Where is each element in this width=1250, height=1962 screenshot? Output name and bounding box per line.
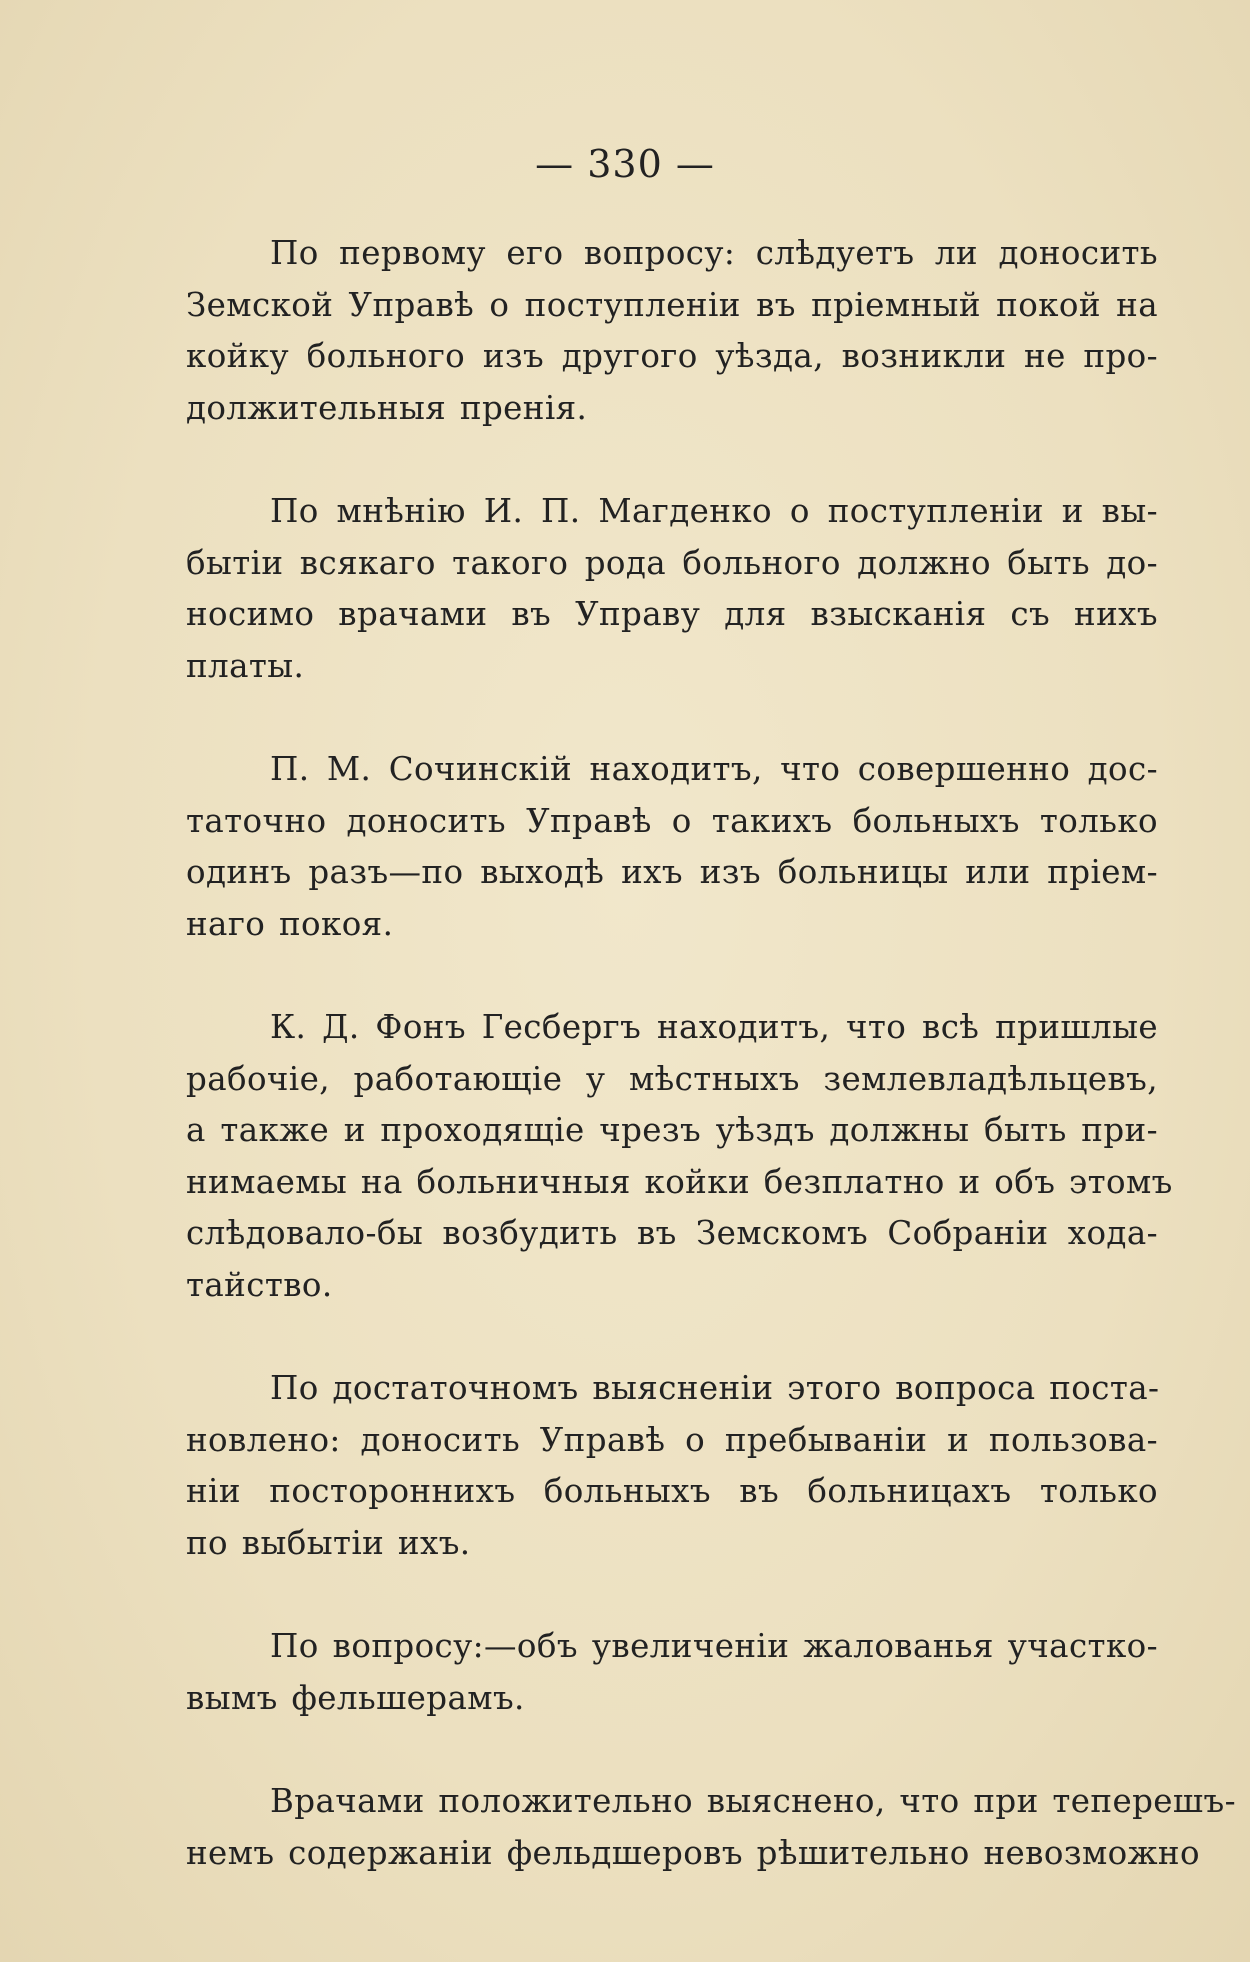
text-line: По первому его вопросу: слѣдуетъ ли доносить	[270, 234, 1158, 272]
text-line: вымъ фельшерамъ.	[186, 1678, 525, 1717]
text-line: нимаемы на больничныя койки безплатно и объ этомъ	[186, 1162, 1173, 1201]
paragraph	[186, 744, 1158, 950]
text-line: койку больного изъ другого уѣзда, возникли не про-	[186, 337, 1158, 375]
text-line: таточно доносить Управѣ о такихъ больныхъ только	[186, 801, 1158, 840]
text-line: одинъ разъ—по выходѣ ихъ изъ больницы или пріем-	[186, 853, 1158, 891]
text-line: по выбытіи ихъ.	[186, 1523, 471, 1562]
text-line: платы.	[186, 646, 305, 685]
body-text	[186, 228, 1237, 1931]
text-line: По вопросу:—объ увеличеніи жалованья участко-	[270, 1627, 1158, 1665]
text-line: рабочіе, работающіе у мѣстныхъ землевладѣльцевъ,	[186, 1059, 1158, 1098]
text-line: немъ содержаніи фельдшеровъ рѣшительно невозможно	[186, 1833, 1200, 1872]
text-line: По мнѣнію И. П. Магденко о поступленіи и вы-	[270, 492, 1158, 530]
paragraph	[186, 1002, 1173, 1311]
text-line: носимо врачами въ Управу для взысканія съ нихъ	[186, 595, 1158, 633]
text-line: слѣдовало-бы возбудить въ Земскомъ Собраніи хода-	[186, 1214, 1158, 1252]
paragraph	[186, 1363, 1158, 1569]
text-line: По достаточномъ выясненіи этого вопроса поста-	[270, 1369, 1160, 1407]
text-line: должительныя пренія.	[186, 388, 588, 427]
text-line: Земской Управѣ о поступленіи въ пріемный покой на	[186, 285, 1158, 324]
text-line: Врачами положительно выяснено, что при теперешъ-	[270, 1782, 1237, 1820]
page-number: — 330 —	[535, 142, 715, 186]
text-line: К. Д. Фонъ Гесбергъ находитъ, что всѣ пришлые	[270, 1008, 1158, 1046]
paragraph	[186, 1621, 1158, 1724]
text-line: а также и проходящіе чрезъ уѣздъ должны быть при-	[186, 1111, 1158, 1149]
paragraph	[186, 228, 1158, 434]
paragraph	[186, 1776, 1237, 1879]
text-line: новлено: доносить Управѣ о пребываніи и пользова-	[186, 1420, 1158, 1459]
text-line: ніи постороннихъ больныхъ въ больницахъ только	[186, 1472, 1158, 1510]
text-line: бытіи всякаго такого рода больного должно быть до-	[186, 543, 1158, 582]
paragraph	[186, 486, 1158, 692]
text-line: тайство.	[186, 1265, 333, 1304]
text-line: П. М. Сочинскій находитъ, что совершенно дос-	[270, 750, 1158, 788]
text-line: наго покоя.	[186, 904, 394, 943]
